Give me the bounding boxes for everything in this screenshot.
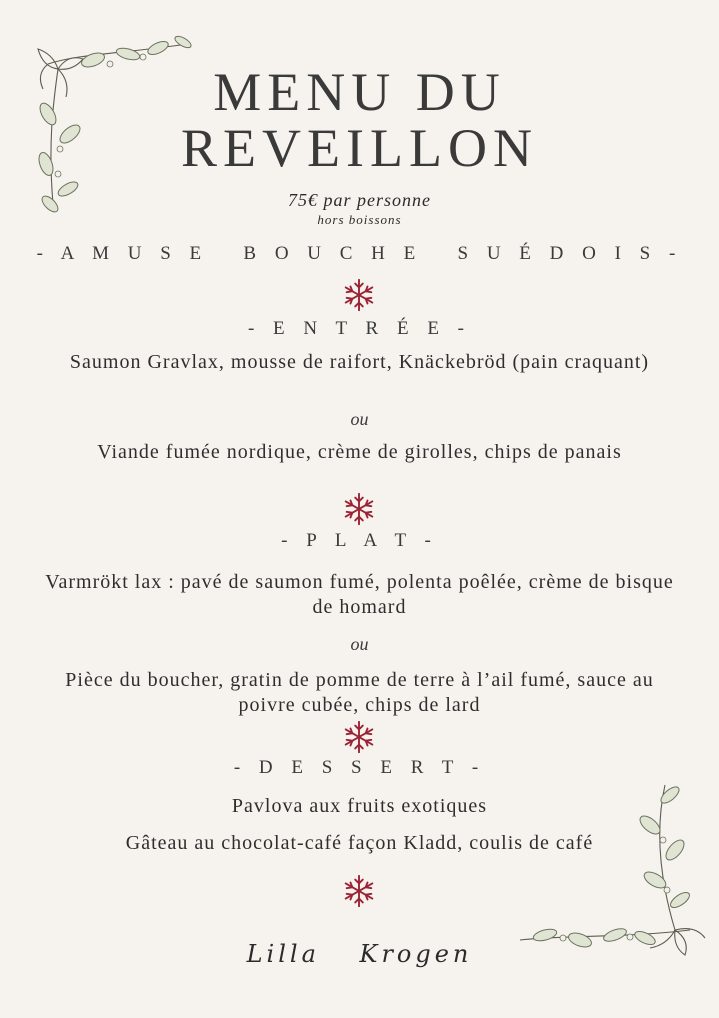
- menu-title-line-1: MENU DU: [213, 62, 506, 122]
- snowflake-icon: [340, 872, 378, 910]
- snowflake-icon: [340, 276, 378, 314]
- section-heading-amuse-bouche: - A M U S E B O U C H E S U É D O I S -: [36, 243, 683, 264]
- menu-title-line-2: REVEILLON: [181, 118, 538, 178]
- price-per-person: 75€ par personne: [288, 190, 431, 210]
- dessert-option-2: Gâteau au chocolat-café façon Kladd, coulis de café: [125, 832, 594, 854]
- plat-option-1: Varmrökt lax : pavé de saumon fumé, polenta poêlée, crème de bisque de homard: [45, 571, 674, 618]
- entree-option-2: Viande fumée nordique, crème de girolles, chips de panais: [97, 441, 622, 463]
- snowflake-icon: [340, 718, 378, 756]
- section-heading-dessert: - D E S S E R T -: [233, 757, 486, 778]
- entree-option-1: Saumon Gravlax, mousse de raifort, Knäckebröd (pain craquant): [69, 351, 650, 373]
- or-separator-plat: ou: [350, 634, 369, 654]
- restaurant-signature: Lilla Krogen: [246, 940, 473, 968]
- plat-option-2: Pièce du boucher, gratin de pomme de terre à l’ail fumé, sauce au poivre cubée, chips de lard: [65, 669, 654, 716]
- price-note: hors boissons: [317, 212, 402, 227]
- section-heading-plat: - P L A T -: [281, 530, 438, 551]
- dessert-option-1: Pavlova aux fruits exotiques: [231, 795, 488, 817]
- section-heading-entree: - E N T R É E -: [247, 318, 472, 339]
- snowflake-icon: [340, 490, 378, 528]
- or-separator-entree: ou: [350, 409, 369, 429]
